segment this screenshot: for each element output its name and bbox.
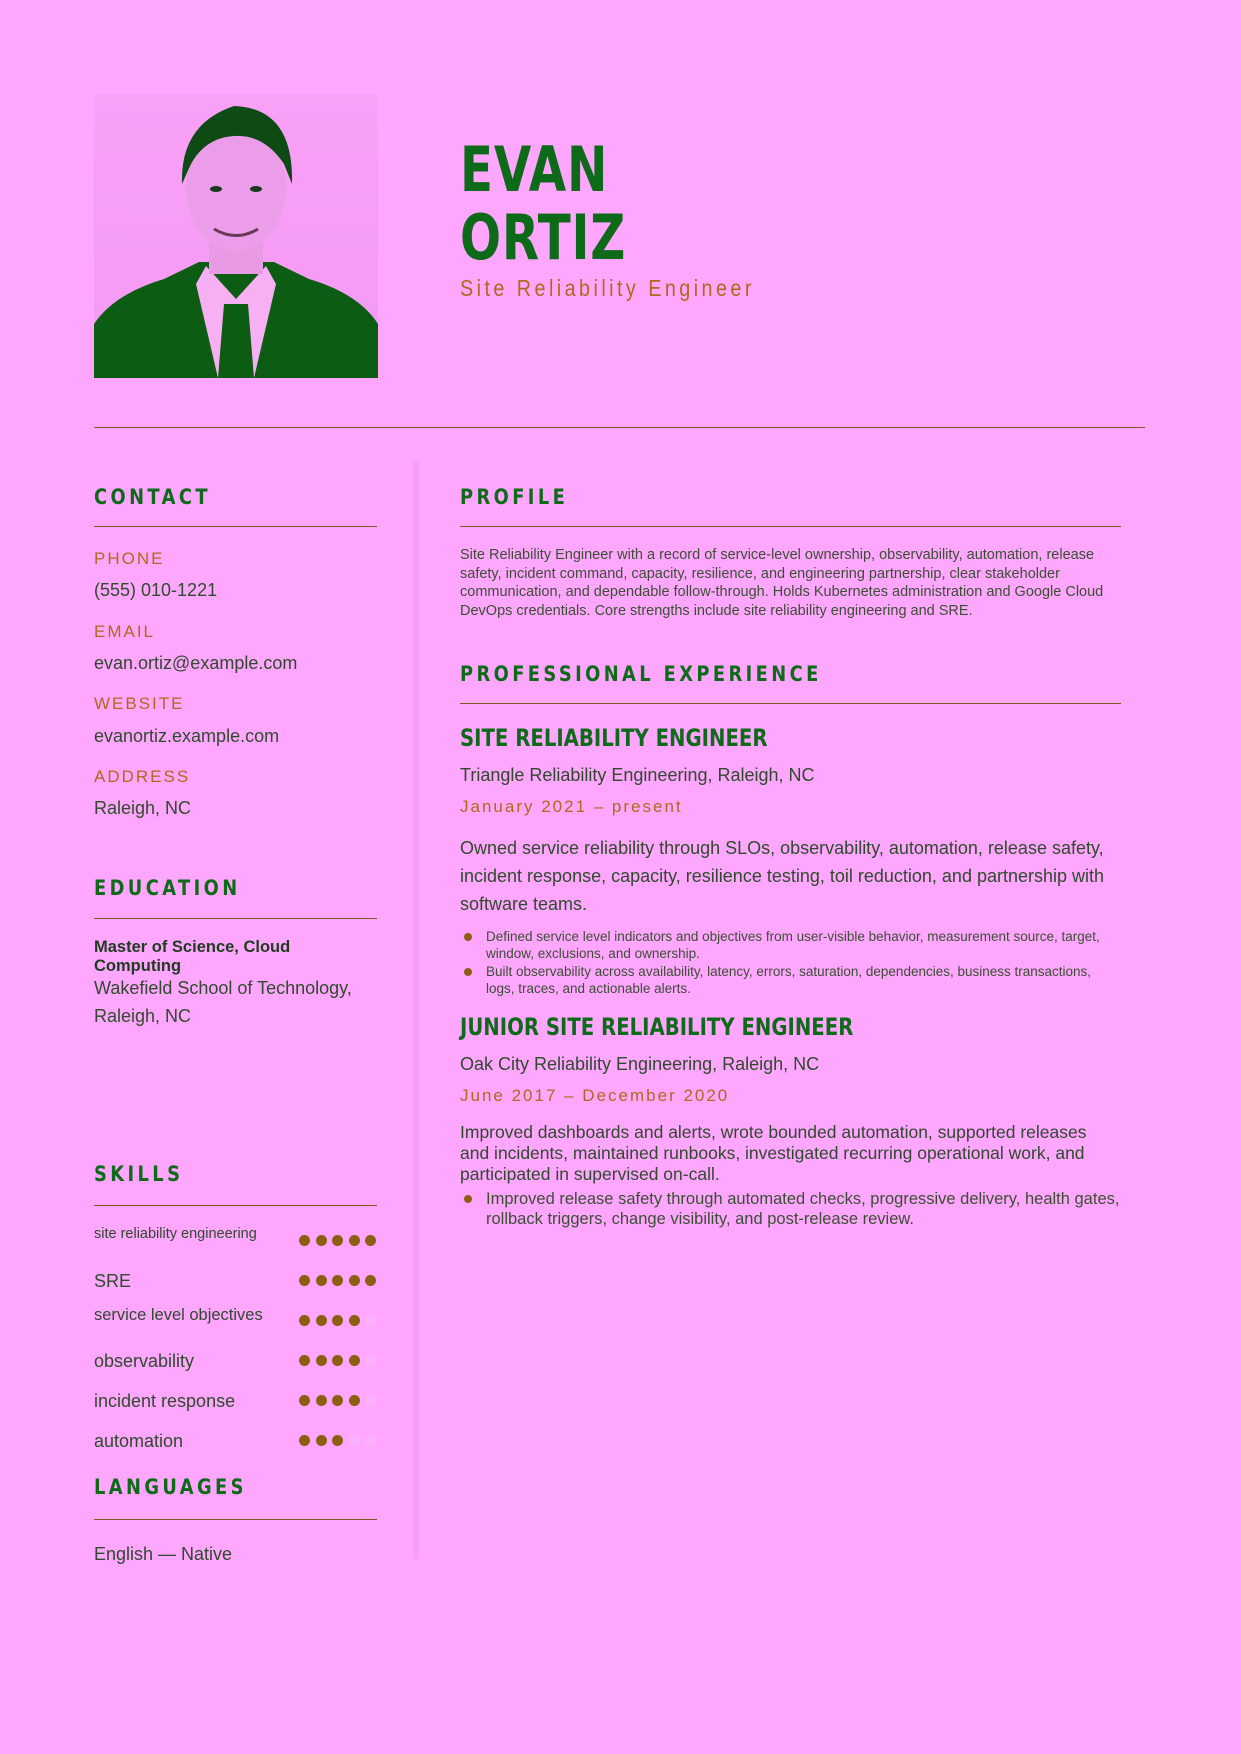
job-bullets [460,928,1120,998]
rating-dot-filled [316,1435,327,1446]
job-bullets [460,1189,1120,1229]
job-company: Oak City Reliability Engineering, Raleigh, NC [460,1054,820,1074]
experience-rule [460,703,1121,704]
rating-dot-filled [316,1395,327,1406]
rating-dot-filled [349,1275,360,1286]
list-item: Built observability across availability, latency, errors, saturation, dependencies, business transactions, logs, traces, and actionable alerts. [460,963,1120,997]
header-divider [94,427,1145,428]
skill-name: incident response [94,1391,236,1411]
rating-dot-filled [299,1435,310,1446]
skills-heading: SKILLS [94,1162,184,1186]
address-label: ADDRESS [94,767,191,786]
job-description: Owned service reliability through SLOs, observability, automation, release safety, incident response, capacity, resilience testing, toil reduction, and partnership with software teams. [460,838,1105,914]
job-company: Triangle Reliability Engineering, Raleigh, NC [460,765,815,785]
rating-dot-filled [316,1235,327,1246]
website-label: WEBSITE [94,694,185,713]
rating-dot-filled [349,1395,360,1406]
experience-heading: PROFESSIONAL EXPERIENCE [460,662,822,686]
rating-dot-filled [332,1235,343,1246]
skill-name: site reliability engineering [94,1226,257,1242]
website-value[interactable]: evanortiz.example.com [94,726,280,746]
skill-rating [299,1275,376,1286]
education-degree: Master of Science, Cloud Computing [94,938,291,975]
skills-rule [94,1205,377,1206]
contact-heading: CONTACT [94,485,211,509]
rating-dot-filled [349,1235,360,1246]
rating-dot-filled [299,1395,310,1406]
rating-dot-filled [349,1315,360,1326]
email-value[interactable]: evan.ortiz@example.com [94,653,298,673]
list-item: Defined service level indicators and objectives from user-visible behavior, measurement source, target, window, exclusions, and ownership. [460,928,1120,962]
skill-name: observability [94,1351,195,1371]
rating-dot-filled [299,1235,310,1246]
rating-dot-filled [299,1355,310,1366]
column-divider [413,462,419,1559]
skill-name: service level objectives [94,1306,263,1324]
job-title: SITE RELIABILITY ENGINEER [460,724,768,752]
rating-dot-filled [332,1275,343,1286]
rating-dot-empty [365,1395,376,1406]
job-description: Improved dashboards and alerts, wrote bounded automation, supported releases and incidents, maintained runbooks, investigated recurring operational work, and participated in supervised on-call. [460,1122,1087,1184]
skill-rating [299,1235,376,1246]
rating-dot-filled [365,1275,376,1286]
phone-value[interactable]: (555) 010-1221 [94,580,218,600]
profile-summary: Site Reliability Engineer with a record of service-level ownership, observability, automation, release safety, incident command, capacity, resilience, and engineering partnership, clear stakeholder communication, and dependable follow-through. Holds Kubernetes administration and Google Cloud DevOps credentials. Core strengths include site reliability engineering and SRE. [460,547,1104,619]
skill-rating [299,1315,376,1326]
rating-dot-empty [365,1435,376,1446]
rating-dot-filled [299,1315,310,1326]
address-value: Raleigh, NC [94,798,192,818]
profile-photo [94,94,378,378]
candidate-title: Site Reliability Engineer [460,275,755,301]
job-dates: June 2017 – December 2020 [460,1086,730,1105]
rating-dot-filled [299,1275,310,1286]
last-name: ORTIZ [460,201,627,274]
list-item: Improved release safety through automated checks, progressive delivery, health gates, rollback triggers, change visibility, and post-release review. [460,1189,1120,1229]
rating-dot-filled [332,1315,343,1326]
skill-rating [299,1435,376,1446]
skill-name: automation [94,1431,184,1451]
job-dates: January 2021 – present [460,797,683,816]
rating-dot-empty [349,1435,360,1446]
languages-rule [94,1519,377,1520]
email-label: EMAIL [94,622,156,641]
rating-dot-filled [316,1315,327,1326]
contact-rule [94,526,377,527]
phone-label: PHONE [94,549,165,568]
languages-heading: LANGUAGES [94,1475,247,1499]
rating-dot-filled [349,1355,360,1366]
education-rule [94,918,377,919]
rating-dot-filled [332,1395,343,1406]
first-name: EVAN [460,133,609,206]
person-portrait-icon [94,94,378,378]
rating-dot-filled [316,1355,327,1366]
education-heading: EDUCATION [94,876,241,900]
rating-dot-empty [365,1315,376,1326]
skill-name: SRE [94,1271,132,1291]
rating-dot-filled [332,1435,343,1446]
profile-heading: PROFILE [460,485,569,509]
rating-dot-filled [332,1355,343,1366]
job-title: JUNIOR SITE RELIABILITY ENGINEER [460,1013,854,1041]
candidate-name [460,133,627,274]
rating-dot-empty [365,1355,376,1366]
rating-dot-filled [316,1275,327,1286]
rating-dot-filled [365,1235,376,1246]
skill-rating [299,1395,376,1406]
education-school: Wakefield School of Technology, Raleigh, NC [94,978,352,1026]
language-item: English — Native [94,1544,233,1564]
skill-rating [299,1355,376,1366]
profile-rule [460,526,1121,527]
